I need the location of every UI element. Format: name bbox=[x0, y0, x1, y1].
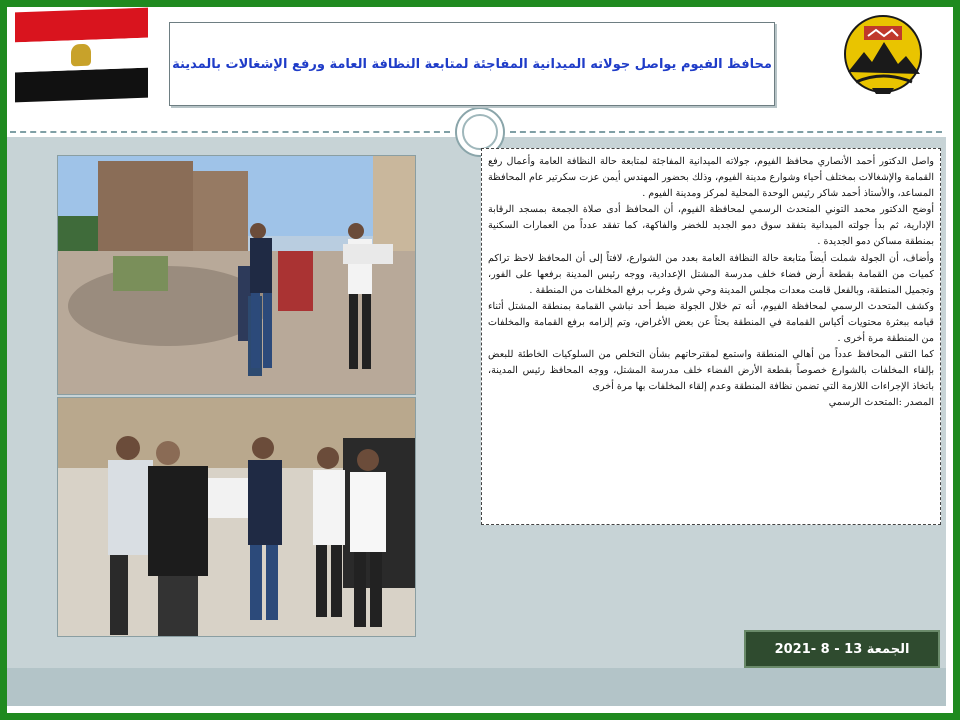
article-paragraph: واصل الدكتور أحمد الأنصاري محافظ الفيوم، جولاته الميدانية المفاجئة لمتابعة حالة النظافة العامة وأعمال رفع القمامة والإشغالات بمختلف أحياء وشوارع مدينة الفيوم، وذلك بحضور المهندس أيمن عزت سكرتير عام المحافظة المساعد، والأستاذ أحمد شاكر رئيس الوحدة المحلية لمركز ومدينة الفيوم . bbox=[488, 156, 934, 200]
header-divider-right bbox=[510, 131, 942, 133]
street-inspection-photo bbox=[57, 155, 416, 395]
article-paragraph: أوضح الدكتور محمد التوني المتحدث الرسمي لمحافظة الفيوم، أن المحافظ أدى صلاة الجمعة بمسجد الرقابة الإدارية، ثم بدأ جولته الميدانية بتفقد سوق دمو الجديد للخضر والفاكهة، كما تفقد عدداً من العمارات السكنية بمنطقة مساكن دمو الجديدة . bbox=[488, 204, 934, 248]
article-paragraph: وكشف المتحدث الرسمي لمحافظة الفيوم، أنه تم خلال الجولة ضبط أحد نباشي القمامة بمنطقة المشتل أثناء قيامه ببعثرة محتويات أكياس القمامة في المنطقة بحثاً عن بعض الأغراض، وتم إلزامه برفع القمامة والمخلفات من المنطقة مرة أخرى . bbox=[488, 300, 934, 345]
article-paragraph: كما التقى المحافظ عدداً من أهالي المنطقة واستمع لمقترحاتهم بشأن التخلص من السلوكيات الخاطئة للبعض بإلقاء المخلفات بالشوارع خصوصاً بقطعة الأرض الفضاء خلف مدرسة المشتل، ووجه المحافظ رئيس المدينة، باتخاذ الإجراءات اللازمة التي تضمن نظافة المنطقة وعدم إلقاء المخلفات بها مرة أخرى bbox=[488, 349, 934, 393]
title-box bbox=[169, 22, 775, 106]
egypt-flag-icon bbox=[15, 8, 148, 105]
article-text-box bbox=[481, 148, 941, 525]
eagle-emblem-icon bbox=[71, 44, 91, 67]
footer-strip bbox=[7, 668, 946, 706]
header-divider-left bbox=[10, 131, 450, 133]
fayoum-governorate-logo-icon bbox=[842, 12, 924, 96]
residents-meeting-photo bbox=[57, 397, 416, 637]
article-source: المصدر :المتحدث الرسمي bbox=[828, 397, 934, 409]
date-badge bbox=[744, 630, 940, 668]
page-title: محافظ الفيوم يواصل جولاته الميدانية المفاجئة لمتابعة النظافة العامة ورفع الإشغالات بالمدينة bbox=[172, 56, 772, 72]
date-text: الجمعة 13 - 8 -2021 bbox=[774, 641, 910, 657]
article-paragraph: وأضاف، أن الجولة شملت أيضاً متابعة حالة النظافة العامة بعدد من الشوارع، لافتاً إلى أن المحافظ لاحظ تراكم كميات من القمامة بقطعة أرض فضاء خلف مدرسة المشتل الإعدادية، ووجه رئيس المدينة برفعها على الفور، وتجميل المنطقة، وبالفعل قامت معدات مجلس المدينة وحي شرق وغرب برفع المخلفات من المنطقة . bbox=[488, 252, 934, 296]
